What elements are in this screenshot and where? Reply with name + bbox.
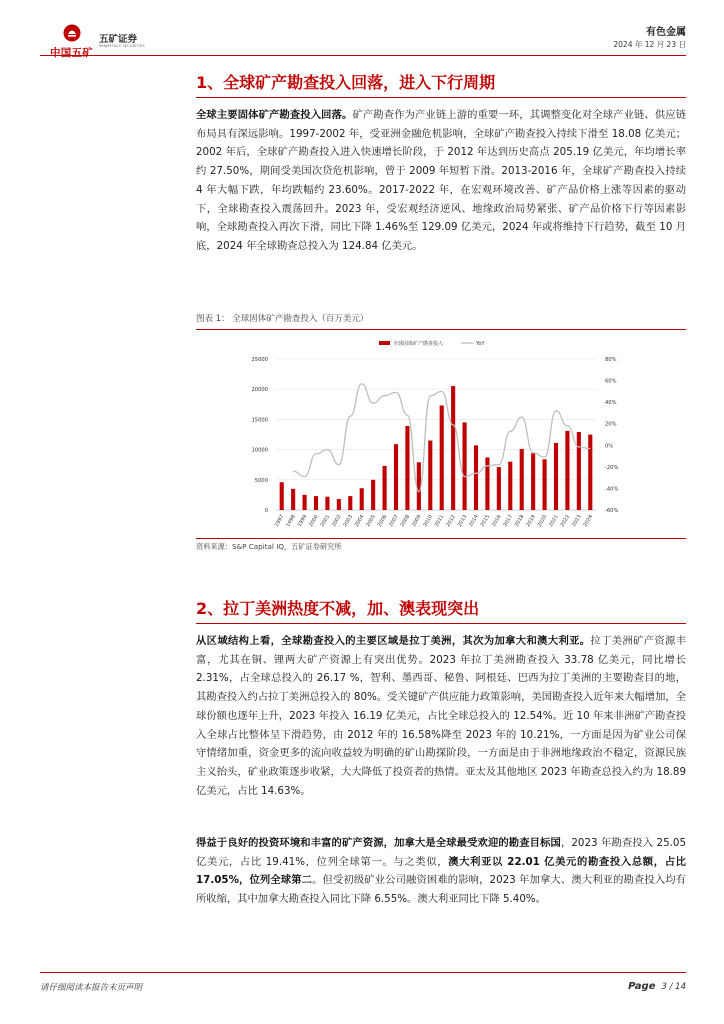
section2-p2-bold: 澳大利亚以 22.01 亿美元的勘查投入总额，占比 17.05%，位列全球第二 [196, 855, 686, 887]
x-tick-label: 2000 [308, 514, 320, 529]
left-tick-label: 20000 [251, 387, 268, 394]
bar-2007 [394, 444, 398, 510]
bar-2014 [474, 445, 478, 510]
x-tick-label: 2006 [376, 514, 389, 529]
bar-2016 [497, 467, 501, 510]
page-indicator [628, 981, 686, 992]
x-tick-label: 2001 [319, 514, 332, 529]
right-tick-label: 40% [605, 400, 617, 407]
x-tick-label: 2003 [342, 514, 355, 529]
x-tick-label: 2014 [468, 514, 480, 529]
page-number: 3 / 14 [661, 982, 686, 992]
x-tick-label: 2007 [388, 514, 400, 529]
bar-1998 [291, 489, 295, 510]
bar-2009 [417, 462, 421, 510]
section2-p1-body: 拉丁美洲矿产资源丰富，尤其在铜、锂两大矿产资源上有突出优势。2023 年拉丁美洲勘查投入 33.78 亿美元，同比增长 2.31%，占全球总投入的 26.17 %，智利、墨西哥、秘鲁、阿根廷、巴西为拉丁美洲的主要勘查目的地，其勘查投入约占拉丁美洲总投入的 80%。受关键矿产供应能力政策影响，美国勘查投入近年来大幅增加，全球份额也逐年上升，2023 年投入 16.19 亿美元，占比全球总投入的 12.54%。近 10 年来非洲矿产勘查投入全球占比整体呈下滑趋势，由 2012 年的 16.58%降至 2023 年的 10.21%，一方面是因为矿业公司保守情绪加重，资金更多的流向收益较为明确的矿山勘探阶段，一方面是由于非洲地缘政治不稳定，资源民族主义抬头，矿业政策逐步收紧，大大降低了投资者的热情。亚太及其他地区 2023 年勘查总投入约为 18.89 亿美元，占比 14.63%。 [196, 635, 686, 797]
section1-lead: 全球主要固体矿产勘查投入回落。 [196, 109, 353, 121]
bar-2004 [360, 488, 364, 510]
bar-1997 [280, 482, 284, 510]
chart-left-axis [251, 357, 268, 514]
right-tick-label: 80% [605, 357, 617, 363]
x-tick-label: 2015 [479, 514, 492, 529]
bar-2012 [451, 386, 455, 510]
bar-2022 [565, 431, 569, 510]
exploration-budget-chart [196, 334, 686, 536]
x-tick-label: 2016 [491, 514, 503, 529]
right-tick-label: 20% [605, 421, 617, 428]
chart-bars [280, 386, 593, 510]
section1-divider [196, 97, 686, 98]
x-tick-label: 2010 [422, 514, 435, 529]
x-tick-label: 1999 [296, 514, 309, 529]
bar-2002 [337, 499, 341, 510]
figure1-source: 资料来源：S&P Capital IQ，五矿证券研究所 [196, 542, 342, 551]
x-tick-label: 2020 [536, 514, 549, 529]
bar-2001 [325, 497, 329, 510]
left-tick-label: 25000 [251, 357, 268, 363]
left-tick-label: 15000 [251, 417, 268, 424]
bar-2024 [588, 435, 592, 510]
x-tick-label: 2009 [411, 514, 423, 529]
chart-legend [379, 340, 485, 347]
bar-2000 [314, 496, 318, 510]
legend-bar-swatch [379, 341, 390, 345]
bar-2021 [554, 443, 558, 510]
x-tick-label: 2018 [513, 514, 526, 529]
bar-2003 [348, 496, 352, 510]
x-tick-label: 2005 [365, 514, 377, 529]
right-tick-label: -60% [605, 508, 619, 514]
logo-securities-name: 五矿证券 [99, 34, 138, 45]
section2-p2-mid: ，2023 年勘查投入 25.05 亿美元，占比 19.41%，位列全球第一。与之类似， [196, 837, 687, 868]
section2-p2-lead: 得益于良好的投资环境和丰富的矿产资源，加拿大是全球最受欢迎的勘查目标国 [196, 837, 561, 849]
bar-2020 [543, 459, 547, 510]
x-tick-label: 2019 [525, 514, 537, 529]
x-tick-label: 1997 [273, 514, 286, 529]
figure1-title: 图表 1： 全球固体矿产勘查投入（百万美元） [196, 314, 369, 324]
legend-bar-label: 全球固体矿产勘查投入 [393, 341, 444, 347]
report-category: 有色金属 [646, 27, 686, 38]
bar-2010 [428, 441, 432, 510]
figure1-top-rule [196, 329, 686, 330]
section1-body: 矿产勘查作为产业链上游的重要一环，其调整变化对全球产业链、供应链布局具有深远影响。1997-2002 年，受亚洲金融危机影响，全球矿产勘查投入持续下滑至 18.08 亿美元；2002 年后，全球矿产勘查投入进入快速增长阶段，于 2012 年达到历史高点 205.19 亿美元，年均增长率约 27.50%，期间受美国次贷危机影响，曾于 2009 年短暂下滑。2013-2016 年，全球矿产勘查投入持续 4 年大幅下跌，年均跌幅约 23.60%。2017-2022 年，在宏观环境改善、矿产品价格上涨等因素的驱动下，全球勘查投入震荡回升。2023 年，受宏观经济逆风、地缘政治局势紧张、矿产品价格下行等因素影响，全球勘查投入再次下滑，同比下降 1.46%至 129.09 亿美元，2024 年或将维持下行趋势，截至 10 月底，2024 年全球勘查总投入为 124.84 亿美元。 [196, 109, 687, 252]
x-tick-label: 2024 [582, 514, 595, 529]
chart-gridlines [276, 359, 596, 510]
section2-paragraph1 [196, 632, 686, 800]
bar-2008 [405, 426, 409, 510]
bar-2017 [508, 462, 512, 510]
section2-paragraph2 [196, 834, 686, 909]
x-tick-label: 2008 [399, 514, 412, 529]
right-tick-label: -40% [605, 486, 619, 493]
right-tick-label: 60% [605, 378, 617, 385]
left-tick-label: 5000 [254, 477, 268, 484]
bar-2013 [463, 422, 467, 510]
x-tick-label: 2012 [445, 514, 457, 529]
logo-company-name: 中国五矿 [50, 47, 94, 59]
x-tick-label: 2013 [456, 514, 469, 529]
left-tick-label: 10000 [251, 447, 268, 454]
section1-title: 1、全球矿产勘查投入回落，进入下行周期 [196, 73, 496, 92]
figure1-bottom-rule [196, 538, 686, 539]
x-tick-label: 2004 [353, 514, 366, 529]
right-tick-label: 0% [605, 443, 614, 450]
report-date: 2024 年 12 月 23 日 [613, 40, 686, 49]
section2-title: 2、拉丁美洲热度不减，加、澳表现突出 [196, 599, 480, 618]
page-label: Page [628, 981, 656, 992]
x-tick-label: 2021 [548, 514, 560, 529]
bar-2006 [383, 466, 387, 510]
logo-securities-en: MINMETALS SECURITIES [99, 44, 145, 48]
x-tick-label: 1998 [285, 514, 297, 529]
bar-2023 [577, 432, 581, 510]
x-tick-label: 2022 [559, 514, 572, 529]
section2-divider [196, 623, 686, 624]
footer-disclaimer: 请仔细阅读本报告末页声明 [40, 983, 143, 993]
section2-p2-tail: 。但受初级矿业公司融资困难的影响，2023 年加拿大、澳大利亚的勘查投入均有所收缩，其中加拿大勘查投入同比下降 6.55%。澳大利亚同比下降 5.40%。 [196, 874, 686, 906]
minmetals-logo-icon [63, 24, 81, 42]
bar-2018 [520, 449, 524, 510]
bar-1999 [303, 495, 307, 510]
x-tick-label: 2017 [502, 514, 515, 529]
bar-2019 [531, 453, 535, 510]
legend-line-label: YoY [476, 341, 485, 347]
right-tick-label: -20% [605, 464, 619, 471]
x-tick-label: 2023 [571, 514, 583, 529]
section1-paragraph [196, 106, 686, 256]
left-tick-label: 0 [264, 508, 268, 514]
footer-divider [40, 972, 686, 973]
section2-p1-lead: 从区域结构上看，全球勘查投入的主要区域是拉丁美洲，其次为加拿大和澳大利亚。 [196, 635, 591, 647]
x-tick-label: 2011 [433, 514, 446, 529]
chart-right-axis [605, 357, 618, 514]
x-tick-label: 2002 [331, 514, 343, 529]
bar-2011 [440, 406, 444, 510]
bar-2005 [371, 480, 375, 510]
chart-x-axis [274, 514, 594, 528]
header-divider [40, 55, 686, 56]
